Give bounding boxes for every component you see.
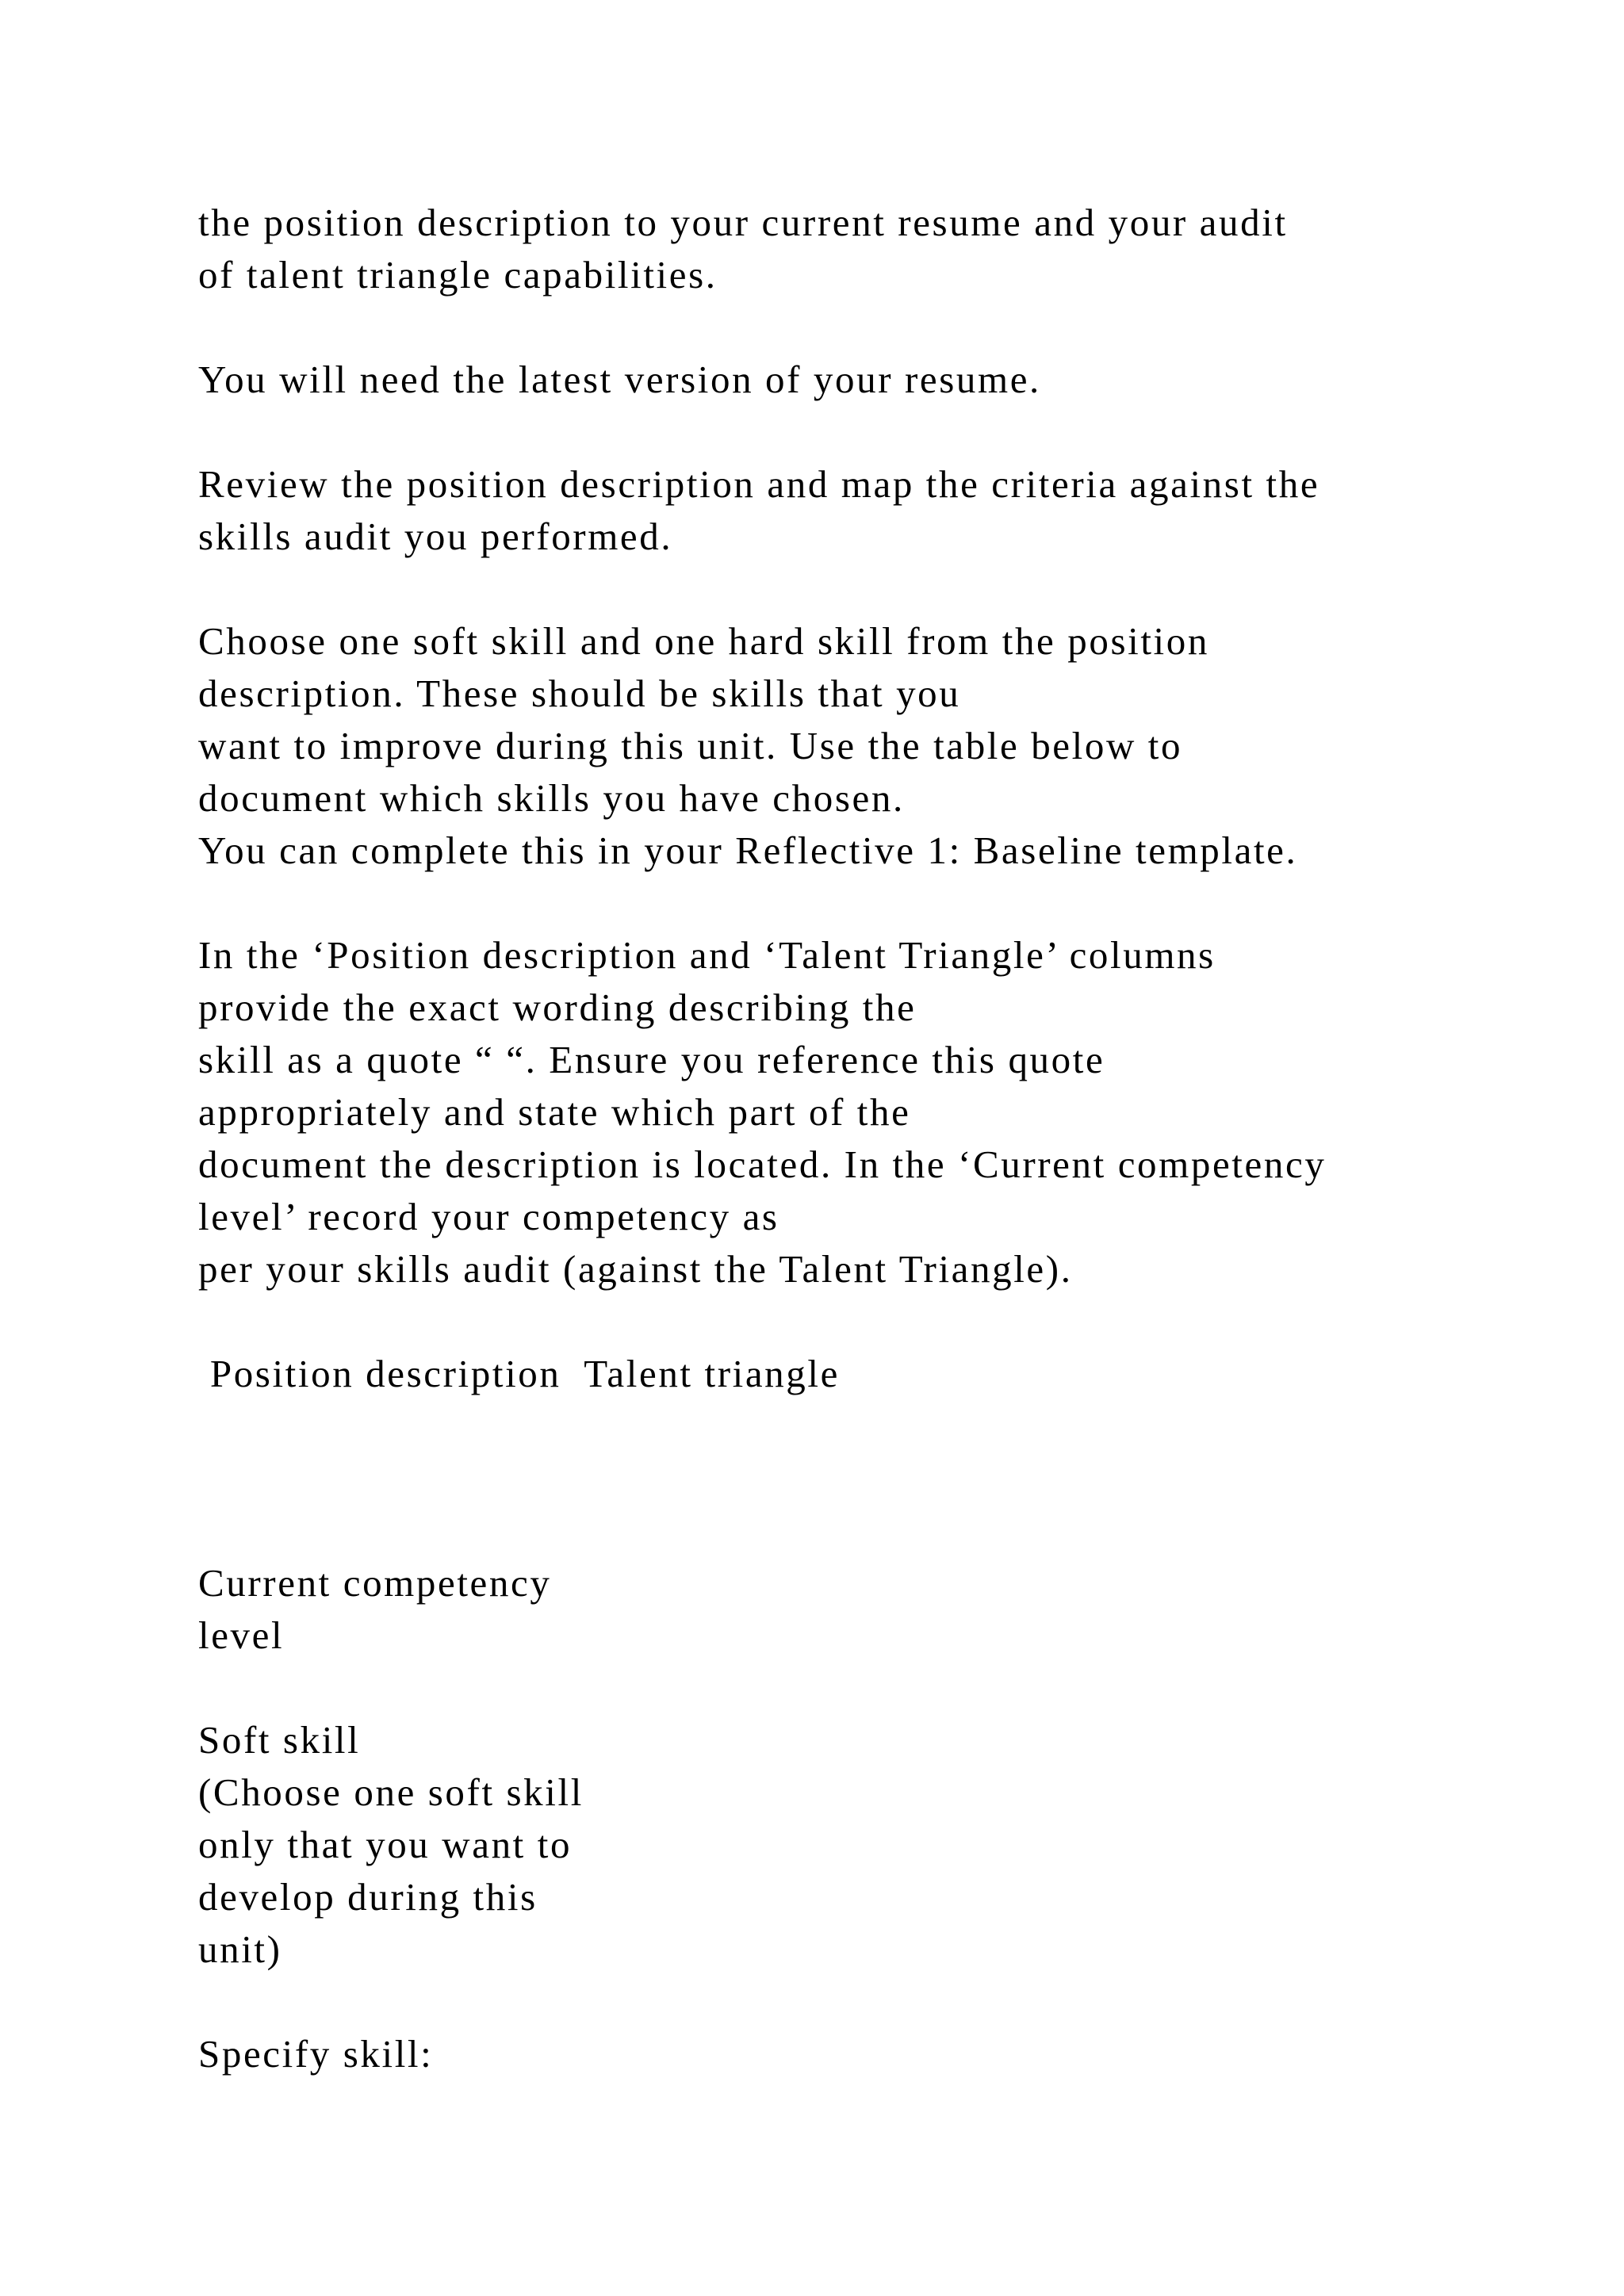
soft-skill-line-3: only that you want to	[198, 1823, 573, 1866]
soft-skill-line-2: (Choose one soft skill	[198, 1770, 584, 1814]
choose-skills-line-3: want to improve during this unit. Use the table below to	[198, 724, 1183, 767]
choose-skills-line-4: document which skills you have chosen.	[198, 776, 905, 820]
resume-note-line-1: You will need the latest version of your resume.	[198, 358, 1041, 401]
choose-skills-line-1: Choose one soft skill and one hard skill from the position	[198, 619, 1209, 663]
soft-skill-line-4: develop during this	[198, 1875, 538, 1919]
specify-skill-line: Specify skill:	[198, 2032, 434, 2076]
instructions-line-4: appropriately and state which part of the	[198, 1090, 911, 1134]
soft-skill-line-5: unit)	[198, 1927, 282, 1971]
competency-header-line-1: Current competency	[198, 1561, 552, 1605]
intro-line-2: of talent triangle capabilities.	[198, 253, 718, 297]
instructions-line-6: level’ record your competency as	[198, 1195, 779, 1238]
table-header-line: Position description Talent triangle	[198, 1352, 840, 1395]
review-line-1: Review the position description and map the criteria against the	[198, 462, 1320, 506]
intro-line-1: the position description to your current resume and your audit	[198, 201, 1288, 244]
choose-skills-line-2: description. These should be skills that you	[198, 672, 961, 715]
soft-skill-line-1: Soft skill	[198, 1718, 361, 1762]
instructions-line-2: provide the exact wording describing the	[198, 985, 917, 1029]
review-line-2: skills audit you performed.	[198, 515, 673, 558]
instructions-line-7: per your skills audit (against the Talent Triangle).	[198, 1247, 1073, 1291]
instructions-line-1: In the ‘Position description and ‘Talent Triangle’ columns	[198, 933, 1216, 977]
instructions-line-5: document the description is located. In the ‘Current competency	[198, 1142, 1327, 1186]
instructions-line-3: skill as a quote “ “. Ensure you reference this quote	[198, 1038, 1105, 1081]
choose-skills-line-5: You can complete this in your Reflective 1: Baseline template.	[198, 828, 1298, 872]
competency-header-line-2: level	[198, 1613, 285, 1657]
